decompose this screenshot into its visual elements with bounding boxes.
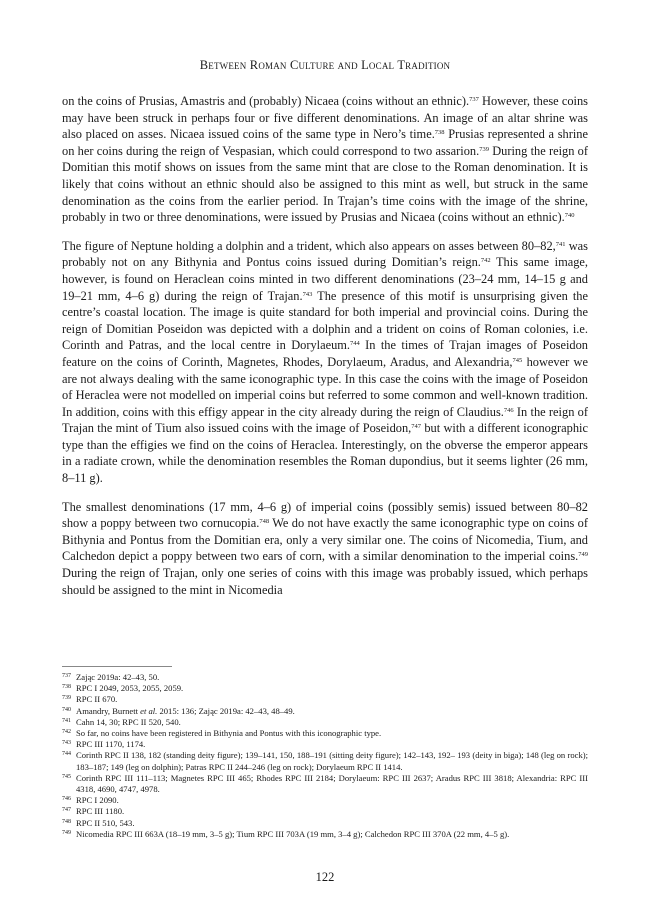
footnote-number: 744 bbox=[62, 751, 71, 758]
text-run: Prusias represented a shrine on her coins during the reign of Vespasian, which could correspond to two assarion. bbox=[62, 127, 588, 158]
text-run: on the coins of Prusias, Amastris and (probably) Nicaea (coins without an ethnic). bbox=[62, 94, 470, 108]
footnote-ref: 739 bbox=[479, 145, 489, 153]
footnote-ref: 743 bbox=[302, 290, 313, 298]
footnote bbox=[62, 717, 588, 728]
text-run: RPC III 1180. bbox=[76, 806, 125, 817]
footnote bbox=[62, 728, 588, 739]
text-run: Zając 2019a: 42–43, 50. bbox=[76, 672, 160, 682]
footnote bbox=[62, 672, 588, 683]
paragraph bbox=[62, 93, 588, 226]
footnote-ref: 744 bbox=[350, 340, 360, 348]
text-run: In the reign of Trajan the mint of Tium also issued coins with the image of Poseidon, bbox=[62, 404, 588, 436]
text-run: was probably not on any Bithynia and Pontus coins issued during Domitian’s reign. bbox=[62, 238, 588, 270]
text-run: Corinth RPC III 111–113; Magnetes RPC III 465; Rhodes RPC III 2184; Dorylaeum: RPC III 2637; Aradus RPC III 3818; Alexandria: RPC III 4318, 4690, 4747, 4978. bbox=[76, 772, 588, 795]
footnote-ref: 740 bbox=[564, 212, 575, 220]
paragraph bbox=[62, 499, 588, 599]
footnote-number: 749 bbox=[62, 829, 71, 836]
running-header: Between Roman Culture and Local Tradition bbox=[199, 58, 451, 72]
main-text bbox=[62, 93, 588, 610]
text-run: 2015: 136; Zając 2019a: 42–43, 48–49. bbox=[157, 705, 295, 716]
footnote-ref: 738 bbox=[434, 129, 445, 137]
footnote-number: 740 bbox=[62, 706, 71, 713]
footnote-number: 739 bbox=[62, 695, 71, 702]
footnote-ref: 745 bbox=[512, 356, 523, 364]
footnote-ref: 746 bbox=[503, 406, 514, 414]
text-run: The presence of this motif is unsurprising given the centre’s coastal location. The image is quite standard for both imperial and provincial coins. During the reign of Domitian Poseidon was depicted with a dolphin and a trident on coins of Roman colonies, i.e. Corinth and Patras, and the local centre in Dorylaeum. bbox=[62, 288, 588, 353]
footnote bbox=[62, 750, 588, 772]
footnote bbox=[62, 773, 588, 795]
footnote-number: 746 bbox=[62, 796, 71, 803]
footnote-number: 741 bbox=[62, 717, 71, 724]
footnote bbox=[62, 795, 588, 806]
footnote bbox=[62, 806, 588, 817]
italic-text: et al. bbox=[140, 705, 158, 716]
text-run: During the reign of Domitian this motif shows on issues from the same mint that are close to the Roman denomination. It is likely that coins without an ethnic should also be assigned to this mint as well, but struck in the same denomination as the coins from the earlier period. In Trajan’s time coins with the image of the shrine, probably in two or three denominations, were issued by Prusias and Nicaea (coins without an ethnic). bbox=[62, 143, 589, 225]
footnote-divider bbox=[62, 666, 172, 667]
footnotes bbox=[62, 672, 588, 840]
footnote bbox=[62, 694, 588, 705]
footnote-number: 738 bbox=[62, 684, 71, 691]
text-run: Amandry, Burnett bbox=[76, 705, 141, 716]
footnote-number: 742 bbox=[62, 729, 71, 736]
footnote-ref: 749 bbox=[578, 551, 588, 559]
footnote bbox=[62, 706, 588, 717]
text-run: but with a different iconographic type than the effigies we find on the coins of Heraclea. Interestingly, on the obverse the emperor appears in a radiate crown, while the denomination resembles the Roman dupondius, but it seems lighter (26 mm, 8–11 g). bbox=[62, 421, 588, 486]
text-run: The smallest denominations (17 mm, 4–6 g) of imperial coins (possibly semis) issued between 80–82 show a poppy between two cornucopia. bbox=[62, 499, 588, 531]
text-run: Corinth RPC II 138, 182 (standing deity figure); 139–141, 150, 188–191 (sitting deity figure); 142–143, 192– 193 (deity in biga); 148 (leg on rock); 183–187; 149 (leg on dolphin); Patras RPC II 244–246 (leg on rock); Dorylaeum RPC II 1414. bbox=[76, 750, 588, 772]
text-run: Nicomedia RPC III 663A (18–19 mm, 3–5 g); Tium RPC III 703A (19 mm, 3–4 g); Calchedon RPC III 370A (22 mm, 4–5 g). bbox=[76, 828, 510, 839]
paragraph bbox=[62, 238, 588, 487]
footnote-ref: 748 bbox=[259, 518, 270, 526]
page-number: 122 bbox=[315, 870, 335, 884]
footnote-number: 743 bbox=[62, 740, 71, 747]
footnote-number: 747 bbox=[62, 807, 71, 814]
text-run: This same image, however, is found on Heraclean coins minted in two different denominations (23–24 mm, 14–15 g and 19–21 mm, 4–6 g) during the reign of Trajan. bbox=[62, 255, 588, 303]
text-run: However, these coins may have been struck in perhaps four or five different denominations. An image of an altar shrine was also placed on asses. Nicaea issued coins of the same type in Nero’s time. bbox=[62, 94, 589, 142]
footnote-number: 737 bbox=[62, 673, 71, 679]
text-run: In the times of Trajan images of Poseidon feature on the coins of Corinth, Magnetes, Rhodes, Dorylaeum, Aradus, and Alexandria, bbox=[62, 338, 588, 369]
footnote-number: 745 bbox=[62, 773, 71, 780]
text-run: Cahn 14, 30; RPC II 520, 540. bbox=[76, 716, 181, 727]
text-run: We do not have exactly the same iconographic type on coins of Bithynia and Pontus from the Domitian era, only a very similar one. The coins of Nicomedia, Tium, and Calchedon depict a poppy between two ears of corn, with a similar denomination to the imperial coins. bbox=[62, 516, 588, 564]
text-run: RPC II 510, 543. bbox=[76, 817, 135, 828]
footnote bbox=[62, 683, 588, 694]
footnote-number: 748 bbox=[62, 818, 71, 825]
text-run: During the reign of Trajan, only one series of coins with this image was probably issued, which perhaps should be assigned to the mint in Nicomedia bbox=[62, 566, 588, 597]
footnote-ref: 737 bbox=[469, 96, 479, 103]
text-run: RPC II 670. bbox=[76, 694, 118, 705]
footnote bbox=[62, 818, 588, 829]
footnote-ref: 741 bbox=[555, 240, 566, 248]
text-run: RPC I 2049, 2053, 2055, 2059. bbox=[76, 683, 184, 694]
text-run: So far, no coins have been registered in Bithynia and Pontus with this iconographic type. bbox=[76, 728, 382, 739]
footnote bbox=[62, 829, 588, 840]
text-run: RPC III 1170, 1174. bbox=[76, 739, 146, 750]
text-run: however we are not always dealing with the same iconographic type. In this case the coins with the image of Poseidon of Heraclea were not modelled on imperial coins but referred to some common and well-known tradition. In addition, coins with this effigy appear in the city already during the reign of Claudius. bbox=[62, 354, 588, 419]
footnote bbox=[62, 739, 588, 750]
text-run: The figure of Neptune holding a dolphin and a trident, which also appears on asses between 80–82, bbox=[62, 238, 556, 253]
text-run: RPC I 2090. bbox=[76, 795, 119, 806]
footnote-ref: 742 bbox=[480, 257, 491, 265]
footnote-ref: 747 bbox=[411, 423, 422, 431]
